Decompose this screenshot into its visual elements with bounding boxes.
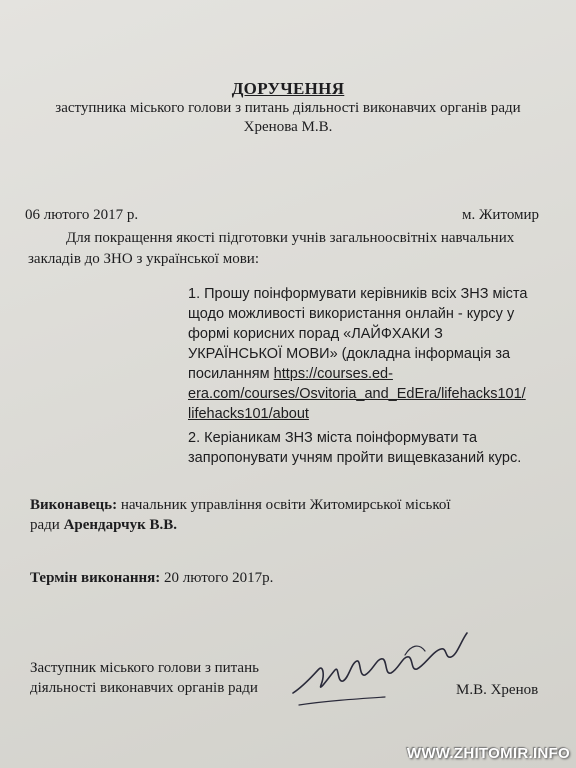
course-link[interactable]: lifehacks101/about (188, 406, 309, 422)
course-link[interactable]: https://courses.ed- (273, 366, 393, 382)
item1-line (188, 404, 309, 424)
executor-text: начальник управління освіти Житомирської міської (117, 497, 451, 513)
term-line (30, 570, 273, 587)
document-title: ДОРУЧЕННЯ (231, 79, 345, 98)
executor-text: ради (30, 517, 64, 533)
intro-line: Для покращення якості підготовки учнів загальноосвітніх навчальних (66, 230, 515, 246)
executor-label: Виконавець: (30, 497, 118, 513)
signatory-name: М.В. Хренов (456, 682, 539, 698)
handwritten-signature (285, 615, 485, 725)
item1-line: 1. Прошу поінформувати керівників всіх ЗНЗ міста (188, 286, 528, 302)
signature-title: діяльності виконавчих органів ради (30, 680, 258, 696)
course-link[interactable]: era.com/courses/Osvitoria_and_EdEra/lifehacks101/ (188, 386, 526, 402)
intro-line: закладів до ЗНО з української мови: (28, 251, 259, 267)
item2-line: 2. Керіаникам ЗНЗ міста поінформувати та (188, 430, 478, 446)
signature-title: Заступник міського голови з питань (30, 660, 259, 676)
executor-line (30, 497, 451, 514)
document-author: Хренова М.В. (243, 119, 333, 135)
item1-line (188, 384, 526, 404)
document-subtitle: заступника міського голови з питань діяльності виконавчих органів ради (55, 100, 521, 116)
item2-line: запропонувати учням пройти вищевказаний курс. (188, 450, 522, 466)
document-date: 06 лютого 2017 р. (25, 207, 139, 223)
item1-line (188, 364, 393, 384)
site-watermark: WWW.ZHITOMIR.INFO (406, 745, 570, 762)
executor-name: Арендарчук В.В. (63, 517, 177, 533)
item1-line: формі корисних порад «ЛАЙФХАКИ З (188, 326, 443, 342)
document-city: м. Житомир (462, 207, 540, 223)
term-label: Термін виконання: (30, 570, 161, 586)
executor-line (30, 517, 177, 534)
item1-line: УКРАЇНСЬКОЇ МОВИ» (докладна інформація за (188, 346, 511, 362)
item1-line: щодо можливості використання онлайн - курсу у (188, 306, 515, 322)
term-value: 20 лютого 2017р. (160, 570, 274, 586)
link-prefix: посиланням (188, 366, 274, 382)
